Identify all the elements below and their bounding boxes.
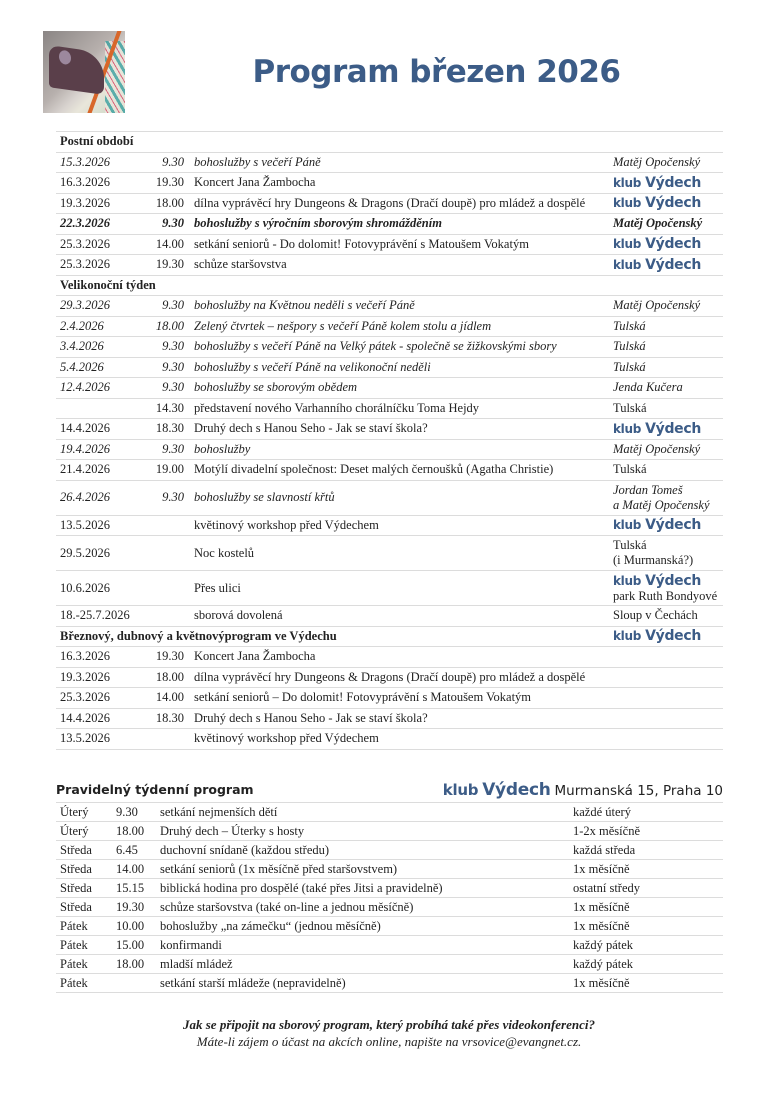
event-host: Tulská: [609, 398, 723, 419]
weekly-header: [56, 780, 723, 800]
event-date: 21.4.2026: [56, 460, 144, 481]
event-time: 19.30: [144, 647, 190, 668]
event-time: 14.00: [144, 688, 190, 709]
event-date: 18.-25.7.2026: [56, 606, 144, 627]
event-row: [56, 729, 723, 750]
event-venue: [609, 419, 723, 440]
weekly-day: Středa: [56, 860, 112, 879]
section-header: [56, 275, 723, 296]
event-time: 14.00: [144, 234, 190, 255]
program-table: [56, 131, 723, 750]
event-date: 16.3.2026: [56, 647, 144, 668]
event-date: 25.3.2026: [56, 255, 144, 276]
footer: [0, 1016, 778, 1050]
weekly-day: Pátek: [56, 974, 112, 993]
event-host: Matěj Opočenský: [609, 152, 723, 173]
event-venue: klub Výdech park Ruth Bondyové: [609, 571, 723, 606]
weekly-frequency: ostatní středy: [569, 879, 723, 898]
weekly-row: [56, 860, 723, 879]
event-date: 26.4.2026: [56, 480, 144, 515]
weekly-event: Druhý dech – Úterky s hosty: [156, 822, 569, 841]
event-row: [56, 357, 723, 378]
event-title: bohoslužby na Květnou neděli s večeří Páně: [190, 296, 609, 317]
event-time: 18.30: [144, 419, 190, 440]
weekly-frequency: 1x měsíčně: [569, 917, 723, 936]
event-date: 14.4.2026: [56, 419, 144, 440]
weekly-frequency: každá středa: [569, 841, 723, 860]
weekly-frequency: každý pátek: [569, 955, 723, 974]
weekly-frequency: každý pátek: [569, 936, 723, 955]
event-date: 19.3.2026: [56, 667, 144, 688]
weekly-row: [56, 841, 723, 860]
event-row: [56, 606, 723, 627]
event-date: 14.4.2026: [56, 708, 144, 729]
klub-vydech-logo: klub Výdech: [442, 780, 551, 800]
event-title: květinový workshop před Výdechem: [190, 515, 609, 536]
weekly-day: Středa: [56, 841, 112, 860]
event-date: 19.4.2026: [56, 439, 144, 460]
section-header: [56, 626, 723, 647]
event-host: Tulská: [609, 337, 723, 358]
weekly-row: [56, 803, 723, 822]
event-date: 22.3.2026: [56, 214, 144, 235]
weekly-time: 9.30: [112, 803, 156, 822]
event-title: bohoslužby s večeří Páně na velikonoční neděli: [190, 357, 609, 378]
event-title: Zelený čtvrtek – nešpory s večeří Páně kolem stolu a jídlem: [190, 316, 609, 337]
weekly-day: Pátek: [56, 936, 112, 955]
event-date: 29.3.2026: [56, 296, 144, 317]
event-row: [56, 398, 723, 419]
event-time: [144, 606, 190, 627]
event-row: [56, 378, 723, 399]
weekly-event: mladší mládež: [156, 955, 569, 974]
event-host: Matěj Opočenský: [609, 214, 723, 235]
venue-address: Murmanská 15, Praha 10: [554, 783, 723, 799]
event-time: 9.30: [144, 378, 190, 399]
event-row: [56, 439, 723, 460]
event-date: 25.3.2026: [56, 234, 144, 255]
event-time: 19.30: [144, 255, 190, 276]
event-title: bohoslužby s večeří Páně na Velký pátek - společně se žižkovskými sbory: [190, 337, 609, 358]
event-time: 14.30: [144, 398, 190, 419]
event-row: [56, 255, 723, 276]
event-host: Tulská (i Murmanská?): [609, 536, 723, 571]
event-time: [144, 515, 190, 536]
event-row: [56, 316, 723, 337]
event-row: [56, 688, 723, 709]
weekly-time: 15.15: [112, 879, 156, 898]
event-title: setkání seniorů - Do dolomit! Fotovyprávění s Matoušem Vokatým: [190, 234, 609, 255]
event-time: 18.00: [144, 316, 190, 337]
weekly-time: [112, 974, 156, 993]
weekly-day: Úterý: [56, 803, 112, 822]
weekly-time: 18.00: [112, 822, 156, 841]
event-title: dílna vyprávěcí hry Dungeons & Dragons (Dračí doupě) pro mládež a dospělé: [190, 193, 609, 214]
event-row: [56, 515, 723, 536]
weekly-time: 15.00: [112, 936, 156, 955]
event-host: Tulská: [609, 316, 723, 337]
event-title: bohoslužby s večeří Páně: [190, 152, 609, 173]
event-date: 2.4.2026: [56, 316, 144, 337]
event-date: 3.4.2026: [56, 337, 144, 358]
weekly-event: konfirmandi: [156, 936, 569, 955]
weekly-row: [56, 917, 723, 936]
weekly-day: Středa: [56, 898, 112, 917]
weekly-frequency: 1x měsíčně: [569, 860, 723, 879]
event-date: 15.3.2026: [56, 152, 144, 173]
event-time: [144, 536, 190, 571]
event-title: Motýlí divadelní společnost: Deset malých černoušků (Agatha Christie): [190, 460, 609, 481]
event-title: dílna vyprávěcí hry Dungeons & Dragons (Dračí doupě) pro mládež a dospělé: [190, 667, 723, 688]
weekly-event: setkání nejmenších dětí: [156, 803, 569, 822]
weekly-time: 19.30: [112, 898, 156, 917]
event-date: 12.4.2026: [56, 378, 144, 399]
event-title: Druhý dech s Hanou Seho - Jak se staví škola?: [190, 419, 609, 440]
weekly-day: Středa: [56, 879, 112, 898]
event-title: Druhý dech s Hanou Seho - Jak se staví škola?: [190, 708, 723, 729]
weekly-event: setkání seniorů (1x měsíčně před staršovstvem): [156, 860, 569, 879]
event-row: [56, 214, 723, 235]
event-title: sborová dovolená: [190, 606, 609, 627]
weekly-day: Pátek: [56, 917, 112, 936]
event-row: [56, 480, 723, 515]
event-time: 9.30: [144, 152, 190, 173]
event-title: schůze staršovstva: [190, 255, 609, 276]
event-time: 18.30: [144, 708, 190, 729]
event-row: [56, 667, 723, 688]
klub-vydech-logo: klub Výdech: [613, 572, 702, 589]
event-venue: [609, 255, 723, 276]
weekly-table: [56, 802, 723, 993]
weekly-time: 18.00: [112, 955, 156, 974]
event-title: Koncert Jana Žambocha: [190, 173, 609, 194]
event-time: 19.30: [144, 173, 190, 194]
event-host: Matěj Opočenský: [609, 439, 723, 460]
event-venue: [609, 173, 723, 194]
weekly-event: schůze staršovstva (také on-line a jednou měsíčně): [156, 898, 569, 917]
event-row: [56, 152, 723, 173]
klub-vydech-logo: klub Výdech: [613, 420, 702, 437]
event-venue: [609, 234, 723, 255]
event-date: 13.5.2026: [56, 729, 144, 750]
weekly-venue: [443, 780, 723, 800]
event-row: [56, 419, 723, 440]
event-row: [56, 571, 723, 606]
weekly-time: 14.00: [112, 860, 156, 879]
klub-vydech-logo: klub Výdech: [613, 517, 702, 534]
weekly-frequency: 1x měsíčně: [569, 898, 723, 917]
event-title: bohoslužby se sborovým obědem: [190, 378, 609, 399]
klub-vydech-logo: klub Výdech: [613, 174, 702, 191]
event-title: představení nového Varhanního chorálníčku Toma Hejdy: [190, 398, 609, 419]
section-title: Velikonoční týden: [56, 275, 609, 296]
weekly-frequency: 1x měsíčně: [569, 974, 723, 993]
event-row: [56, 708, 723, 729]
event-time: 9.30: [144, 296, 190, 317]
klub-vydech-logo: klub Výdech: [613, 256, 702, 273]
weekly-time: 10.00: [112, 917, 156, 936]
event-date: 19.3.2026: [56, 193, 144, 214]
event-title: bohoslužby: [190, 439, 609, 460]
event-row: [56, 193, 723, 214]
event-host: Tulská: [609, 357, 723, 378]
weekly-event: bohoslužby „na zámečku“ (jednou měsíčně): [156, 917, 569, 936]
page-title: Program březen 2026: [252, 54, 621, 90]
weekly-row: [56, 898, 723, 917]
event-date: 5.4.2026: [56, 357, 144, 378]
footer-question: Jak se připojit na sborový program, který probíhá také přes videokonferenci?: [182, 1017, 595, 1032]
weekly-frequency: každé úterý: [569, 803, 723, 822]
event-time: 18.00: [144, 667, 190, 688]
event-row: [56, 460, 723, 481]
event-time: [144, 571, 190, 606]
event-title: setkání seniorů – Do dolomit! Fotovyprávění s Matoušem Vokatým: [190, 688, 723, 709]
weekly-event: duchovní snídaně (každou středu): [156, 841, 569, 860]
weekly-row: [56, 936, 723, 955]
event-time: 9.30: [144, 480, 190, 515]
event-date: [56, 398, 144, 419]
event-title: Noc kostelů: [190, 536, 609, 571]
event-date: 25.3.2026: [56, 688, 144, 709]
section-title: Březnový, dubnový a květnovýprogram ve Výdechu: [56, 626, 609, 647]
event-date: 10.6.2026: [56, 571, 144, 606]
klub-vydech-logo: klub Výdech: [613, 236, 702, 253]
event-date: 13.5.2026: [56, 515, 144, 536]
section-header: [56, 132, 723, 153]
event-row: [56, 647, 723, 668]
event-row: [56, 296, 723, 317]
weekly-frequency: 1-2x měsíčně: [569, 822, 723, 841]
weekly-row: [56, 955, 723, 974]
event-row: [56, 337, 723, 358]
event-date: 29.5.2026: [56, 536, 144, 571]
klub-vydech-logo: klub Výdech: [613, 195, 702, 212]
event-time: 9.30: [144, 214, 190, 235]
event-title: Koncert Jana Žambocha: [190, 647, 723, 668]
weekly-day: Úterý: [56, 822, 112, 841]
weekly-row: [56, 974, 723, 993]
event-time: 9.30: [144, 337, 190, 358]
weekly-day: Pátek: [56, 955, 112, 974]
klub-vydech-logo: klub Výdech: [613, 628, 702, 645]
weekly-event: setkání starší mládeže (nepravidelně): [156, 974, 569, 993]
weekly-row: [56, 879, 723, 898]
event-title: Přes ulici: [190, 571, 609, 606]
event-time: 18.00: [144, 193, 190, 214]
event-time: 19.00: [144, 460, 190, 481]
weekly-title: Pravidelný týdenní program: [56, 782, 254, 797]
event-time: [144, 729, 190, 750]
event-row: [56, 234, 723, 255]
event-host: Matěj Opočenský: [609, 296, 723, 317]
weekly-row: [56, 822, 723, 841]
footer-answer: Máte-li zájem o účast na akcích online, napište na vrsovice@evangnet.cz.: [196, 1034, 582, 1049]
event-venue: [609, 193, 723, 214]
event-title: bohoslužby s výročním sborovým shromážděním: [190, 214, 609, 235]
weekly-time: 6.45: [112, 841, 156, 860]
section-title: Postní období: [56, 132, 609, 153]
event-time: 9.30: [144, 439, 190, 460]
event-title: bohoslužby se slavností křtů: [190, 480, 609, 515]
event-time: 9.30: [144, 357, 190, 378]
event-row: [56, 536, 723, 571]
weekly-event: biblická hodina pro dospělé (také přes Jitsi a pravidelně): [156, 879, 569, 898]
event-host: Sloup v Čechách: [609, 606, 723, 627]
event-host: Jordan Tomeš a Matěj Opočenský: [609, 480, 723, 515]
event-venue: [609, 515, 723, 536]
event-date: 16.3.2026: [56, 173, 144, 194]
event-host: Jenda Kučera: [609, 378, 723, 399]
event-title: květinový workshop před Výdechem: [190, 729, 723, 750]
event-row: [56, 173, 723, 194]
event-host: Tulská: [609, 460, 723, 481]
